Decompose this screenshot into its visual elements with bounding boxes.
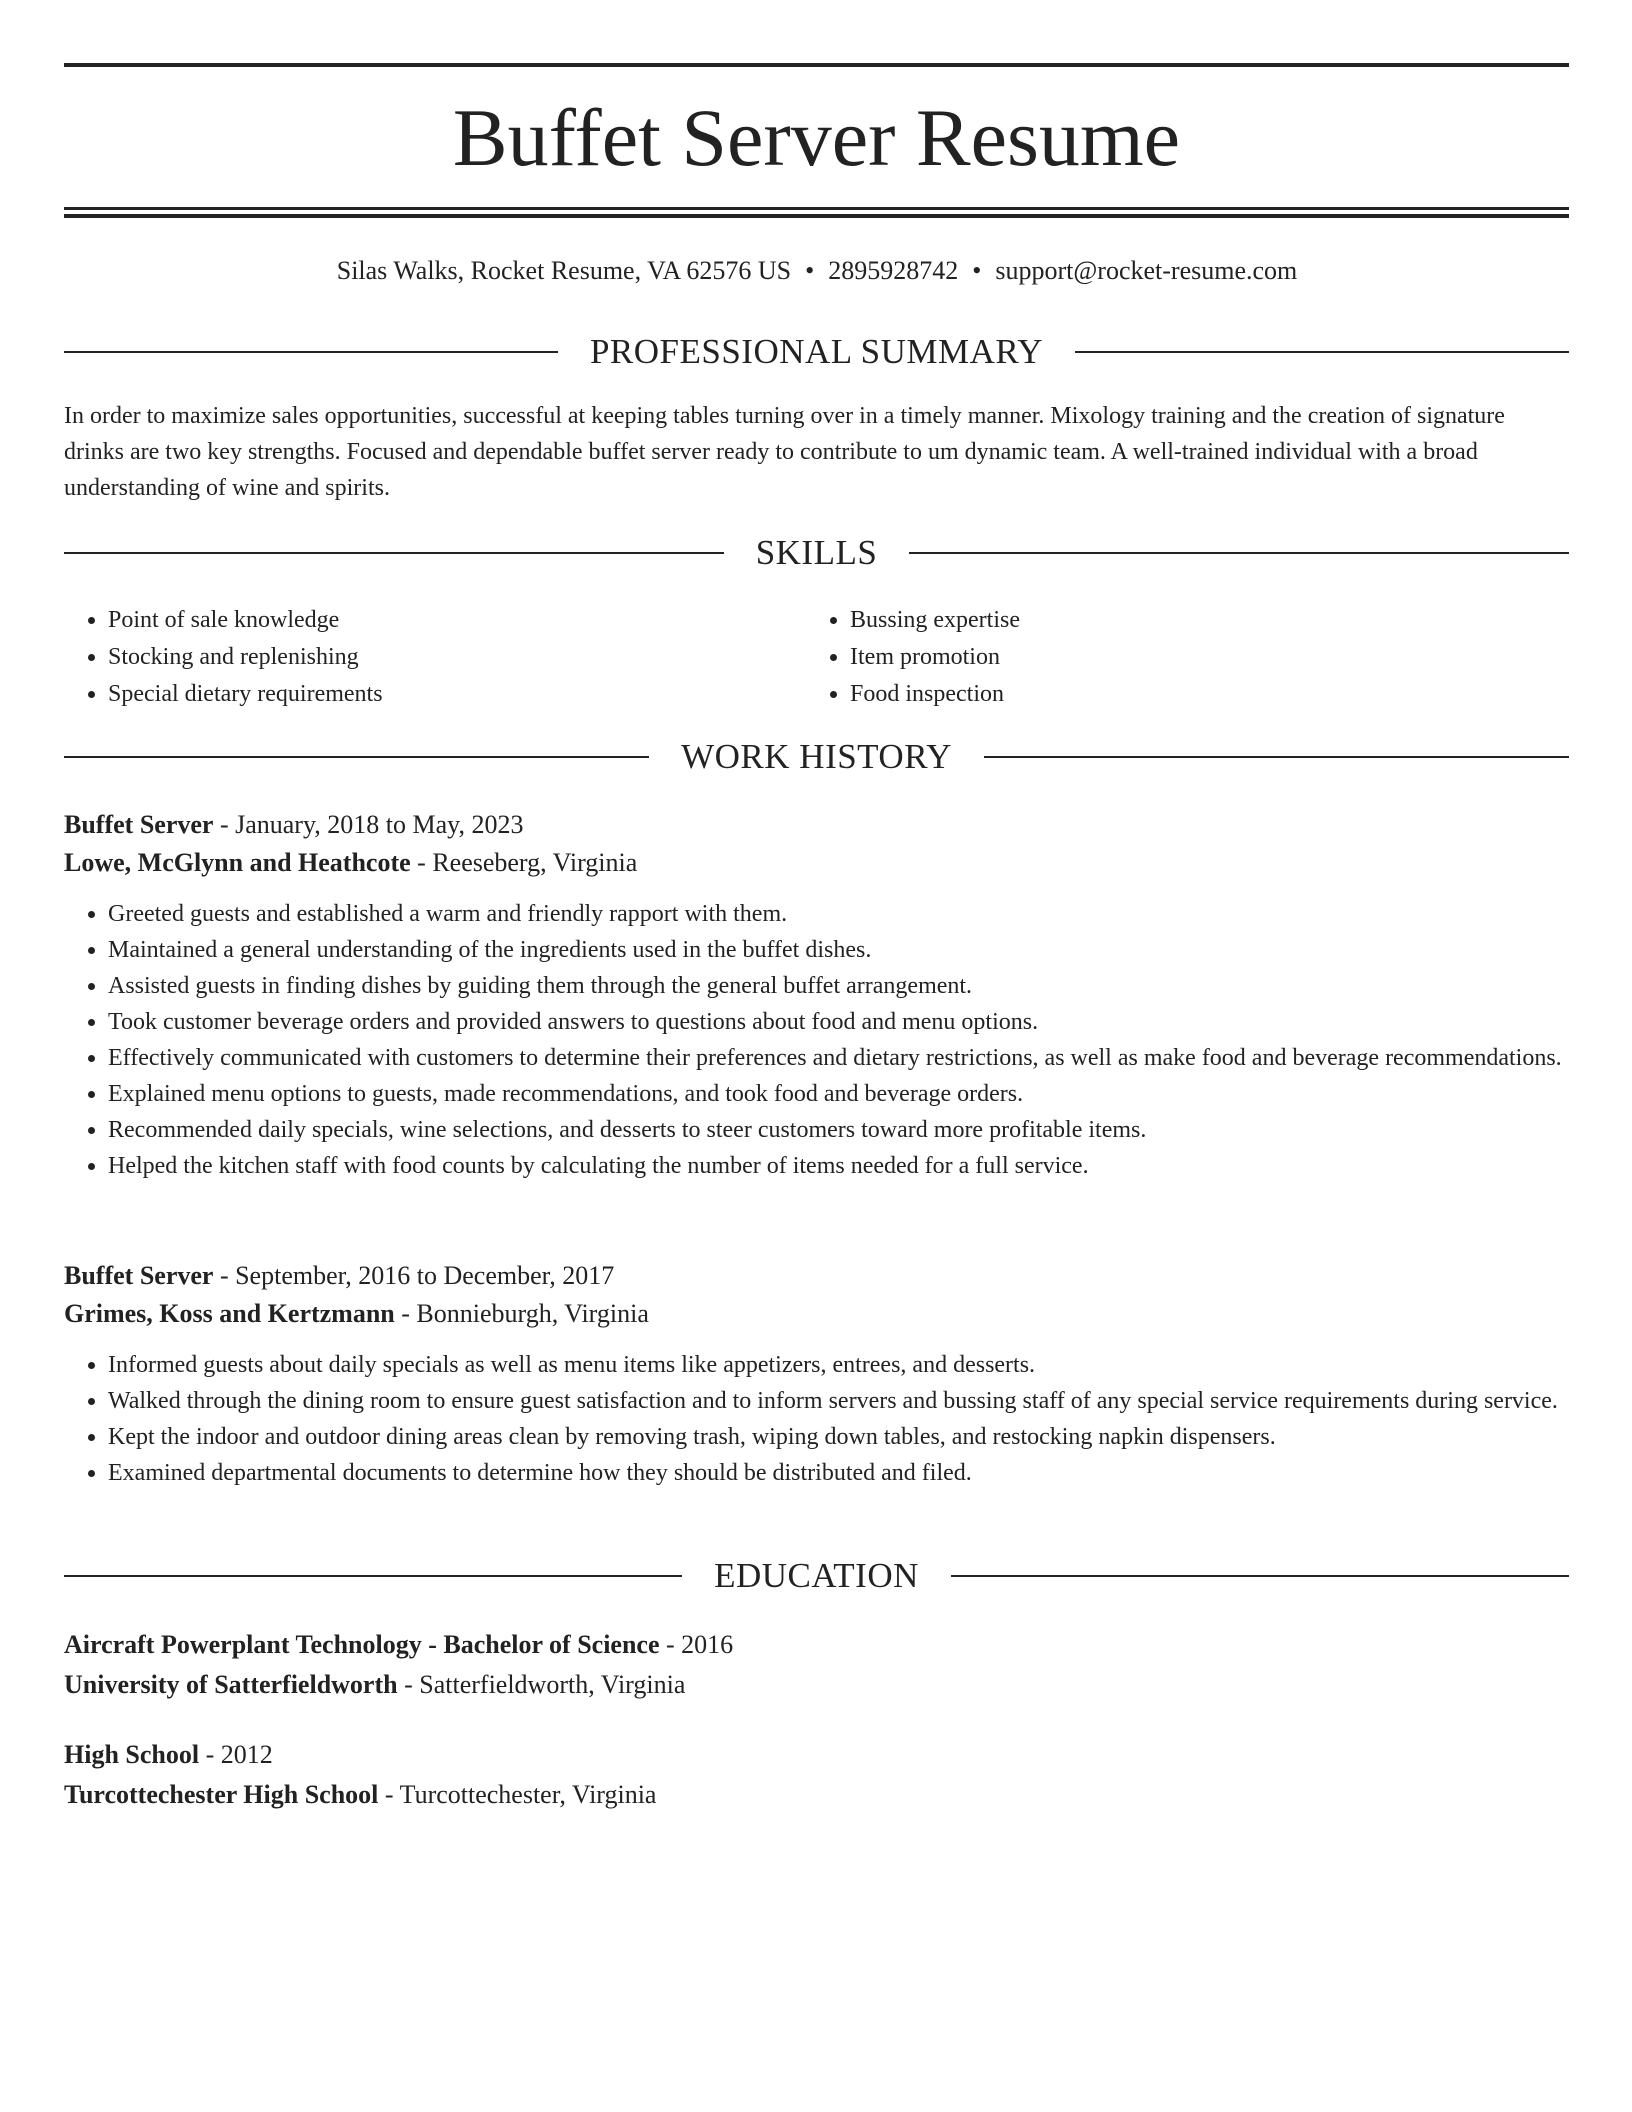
duty-item: • Explained menu options to guests, made recommendations, and took food and beverage orders. [108,1076,1569,1112]
duty-item: • Effectively communicated with customers to determine their preferences and dietary restrictions, as well as make food and beverage recommendations. [108,1040,1569,1076]
summary-text: In order to maximize sales opportunities, successful at keeping tables turning over in a timely manner. Mixology training and the creation of signature drinks are two key strengths. Focused and dependable buffet server ready to contribute to um dynamic team. A well-trained individual with a broad understanding of wine and spirits. [64,403,1505,501]
divider-line [64,1575,682,1577]
job-dates: - January, 2018 to May, 2023 [213,810,524,839]
duty-item: • Took customer beverage orders and provided answers to questions about food and menu options. [108,1004,1569,1040]
job-title-line [64,806,1569,844]
skills-column-left [64,602,806,713]
skills-heading [64,531,1569,575]
duty-item: • Helped the kitchen staff with food counts by calculating the number of items needed for a full service. [108,1148,1569,1184]
skill-item: • Stocking and replenishing [108,639,806,676]
duty-item: • Examined departmental documents to determine how they should be distributed and filed. [108,1455,1569,1491]
school-name: University of Satterfieldworth [64,1670,398,1699]
top-rule [64,63,1569,67]
job-title-line [64,1257,1569,1295]
skills-list [64,602,1569,713]
job-duties [64,1347,1569,1491]
school-location: - Satterfieldworth, Virginia [397,1670,686,1699]
duty-item: • Recommended daily specials, wine selections, and desserts to steer customers toward more profitable items. [108,1112,1569,1148]
work-heading [64,735,1569,779]
divider-line [64,756,649,758]
contact-address: Silas Walks, Rocket Resume, VA 62576 US [336,256,792,285]
divider-line [951,1575,1569,1577]
job-company: Grimes, Koss and Kertzmann [64,1299,395,1328]
summary-heading [64,330,1569,374]
degree-name: Aircraft Powerplant Technology - Bachelor of Science [64,1630,660,1659]
title-double-rule [64,207,1569,218]
divider-line [909,552,1569,554]
section-title: SKILLS [755,533,878,572]
section-title: PROFESSIONAL SUMMARY [589,332,1044,371]
duty-item: • Maintained a general understanding of the ingredients used in the buffet dishes. [108,932,1569,968]
divider-line [64,351,558,353]
degree-name: High School [64,1740,200,1769]
duty-item: • Informed guests about daily specials as well as menu items like appetizers, entrees, and desserts. [108,1347,1569,1383]
degree-line [64,1625,1569,1665]
education-entry [64,1735,1569,1815]
job-location: - Bonnieburgh, Virginia [394,1299,649,1328]
job-duties [64,896,1569,1184]
degree-line [64,1735,1569,1775]
skills-column-right [806,602,1548,713]
duty-item: • Assisted guests in finding dishes by guiding them through the general buffet arrangement. [108,968,1569,1004]
skill-item: • Bussing expertise [850,602,1548,639]
job-company: Lowe, McGlynn and Heathcote [64,848,411,877]
degree-year: - 2016 [659,1630,734,1659]
job-company-line [64,1295,1569,1333]
job-title: Buffet Server [64,810,214,839]
duty-item: • Greeted guests and established a warm and friendly rapport with them. [108,896,1569,932]
page-title: Buffet Server Resume [452,92,1181,183]
skill-item: • Food inspection [850,676,1548,713]
skill-item: • Item promotion [850,639,1548,676]
school-location: - Turcottechester, Virginia [378,1780,657,1809]
contact-phone: 2895928742 [828,256,959,285]
skill-item: • Point of sale knowledge [108,602,806,639]
duty-item: • Kept the indoor and outdoor dining areas clean by removing trash, wiping down tables, and restocking napkin dispensers. [108,1419,1569,1455]
divider-line [984,756,1569,758]
skill-item: • Special dietary requirements [108,676,806,713]
section-title: WORK HISTORY [681,737,952,776]
job-company-line [64,844,1569,882]
contact-line [8,253,1626,289]
divider-line [1075,351,1569,353]
education-entry [64,1625,1569,1705]
school-line [64,1665,1569,1705]
job-dates: - September, 2016 to December, 2017 [213,1261,615,1290]
job-entry [64,1257,1569,1491]
education-heading [64,1554,1569,1598]
contact-separator: • [972,256,982,285]
degree-year: - 2012 [199,1740,273,1769]
section-title: EDUCATION [714,1556,919,1595]
job-location: - Reeseberg, Virginia [410,848,638,877]
job-entry [64,806,1569,1184]
school-line [64,1775,1569,1815]
contact-email: support@rocket-resume.com [995,256,1298,285]
contact-separator: • [805,256,815,285]
duty-item: • Walked through the dining room to ensure guest satisfaction and to inform servers and bussing staff of any special service requirements during service. [108,1383,1569,1419]
job-title: Buffet Server [64,1261,214,1290]
divider-line [64,552,724,554]
school-name: Turcottechester High School [64,1780,379,1809]
